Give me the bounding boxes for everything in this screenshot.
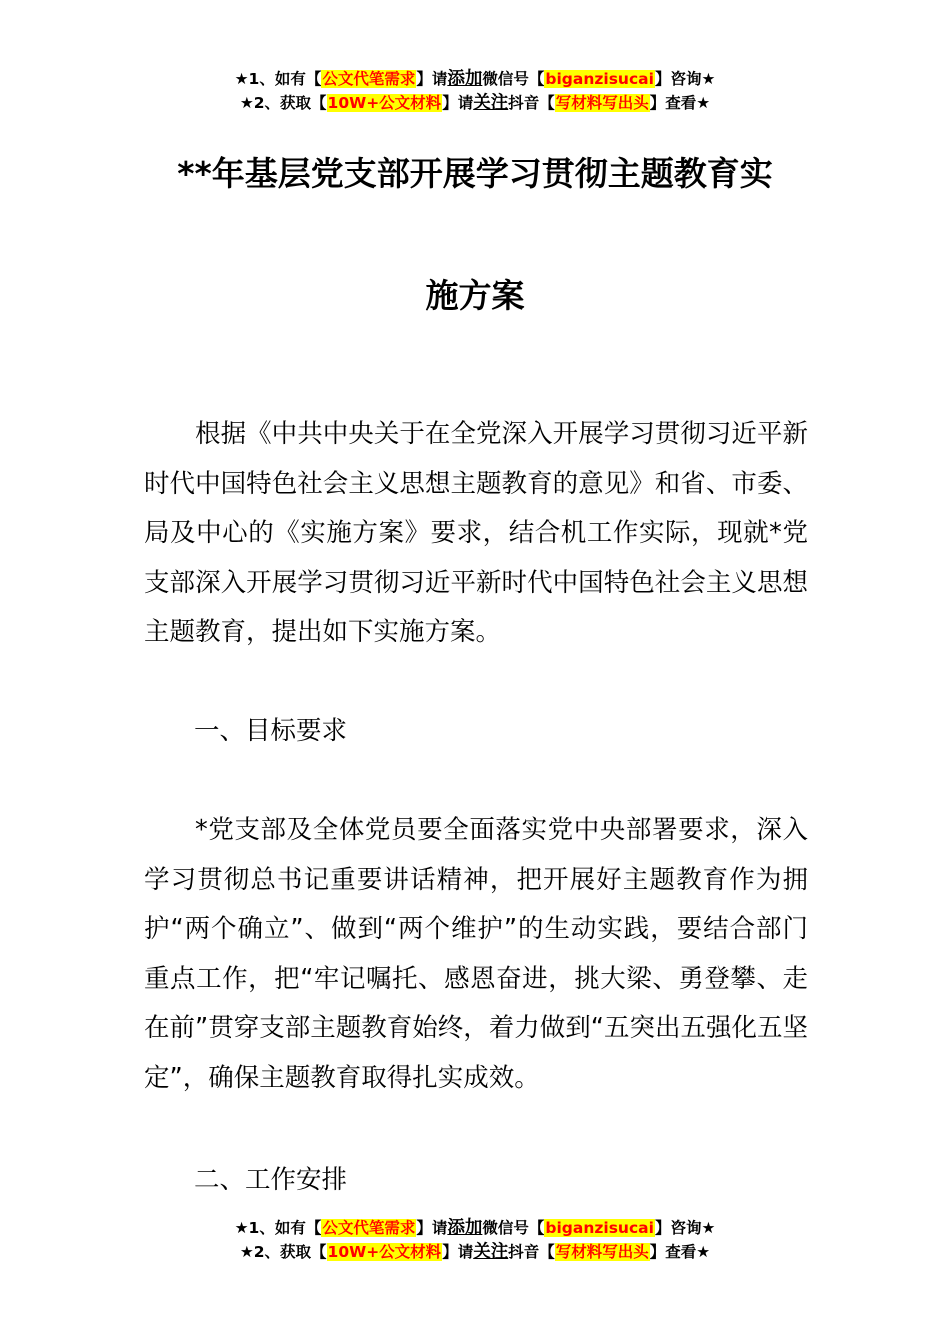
promo-text: ★1、如有【 [234,70,322,88]
promo-text: 】请 [416,1219,448,1237]
promo-text: 】咨询★ [654,70,716,88]
promo-line-1 [0,67,950,91]
section-1-heading: 一、目标要求 [194,716,348,746]
section-1-paragraph [144,806,808,1103]
promo-highlight-materials: 10W+公文材料 [327,1243,442,1261]
promo-text: 】请 [416,70,448,88]
promo-text: 抖音【 [508,94,555,112]
promo-underlined-action: 关注 [473,93,509,113]
promo-highlight-service: 公文代笔需求 [322,70,416,88]
promo-line-1 [0,1216,950,1240]
top-promo-banner [0,67,950,115]
promo-highlight-wechat-id: biganzisucai [545,70,654,88]
promo-text: 抖音【 [508,1243,555,1261]
promo-highlight-materials: 10W+公文材料 [327,94,442,112]
promo-highlight-douyin-account: 写材料写出头 [555,1243,649,1261]
promo-text: 】咨询★ [654,1219,716,1237]
promo-highlight-wechat-id: biganzisucai [545,1219,654,1237]
promo-text: ★2、获取【 [239,1243,327,1261]
promo-underlined-action: 添加 [447,1218,483,1238]
intro-paragraph [144,410,808,658]
promo-text: 】请 [442,94,474,112]
promo-text: 微信号【 [482,70,545,88]
promo-text: 】查看★ [649,94,711,112]
promo-line-2 [0,1240,950,1264]
section-2-heading: 二、工作安排 [194,1165,348,1195]
promo-text: ★2、获取【 [239,94,327,112]
promo-highlight-service: 公文代笔需求 [322,1219,416,1237]
promo-text: ★1、如有【 [234,1219,322,1237]
promo-underlined-action: 添加 [447,69,483,89]
intro-text: 根据《中共中央关于在全党深入开展学习贯彻习近平新时代中国特色社会主义思想主题教育的意见》和省、市委、局及中心的《实施方案》要求，结合机工作实际，现就*党支部深入开展学习贯彻习近平新时代中国特色社会主义思想主题教育，提出如下实施方案。 [144,419,808,647]
section-1-text: *党支部及全体党员要全面落实党中央部署要求，深入学习贯彻总书记重要讲话精神，把开展好主题教育作为拥护“两个确立”、做到“两个维护”的生动实践，要结合部门重点工作，把“牢记嘱托、感恩奋进，挑大梁、勇登攀、走在前”贯穿支部主题教育始终，着力做到“五突出五强化五坚定”，确保主题教育取得扎实成效。 [144,815,808,1093]
promo-line-2 [0,91,950,115]
document-title-line-2: 施方案 [425,276,525,315]
promo-underlined-action: 关注 [473,1242,509,1262]
promo-text: 】查看★ [649,1243,711,1261]
bottom-promo-banner [0,1216,950,1264]
document-title-line-1: **年基层党支部开展学习贯彻主题教育实 [177,154,773,193]
promo-text: 】请 [442,1243,474,1261]
promo-text: 微信号【 [482,1219,545,1237]
promo-highlight-douyin-account: 写材料写出头 [555,94,649,112]
